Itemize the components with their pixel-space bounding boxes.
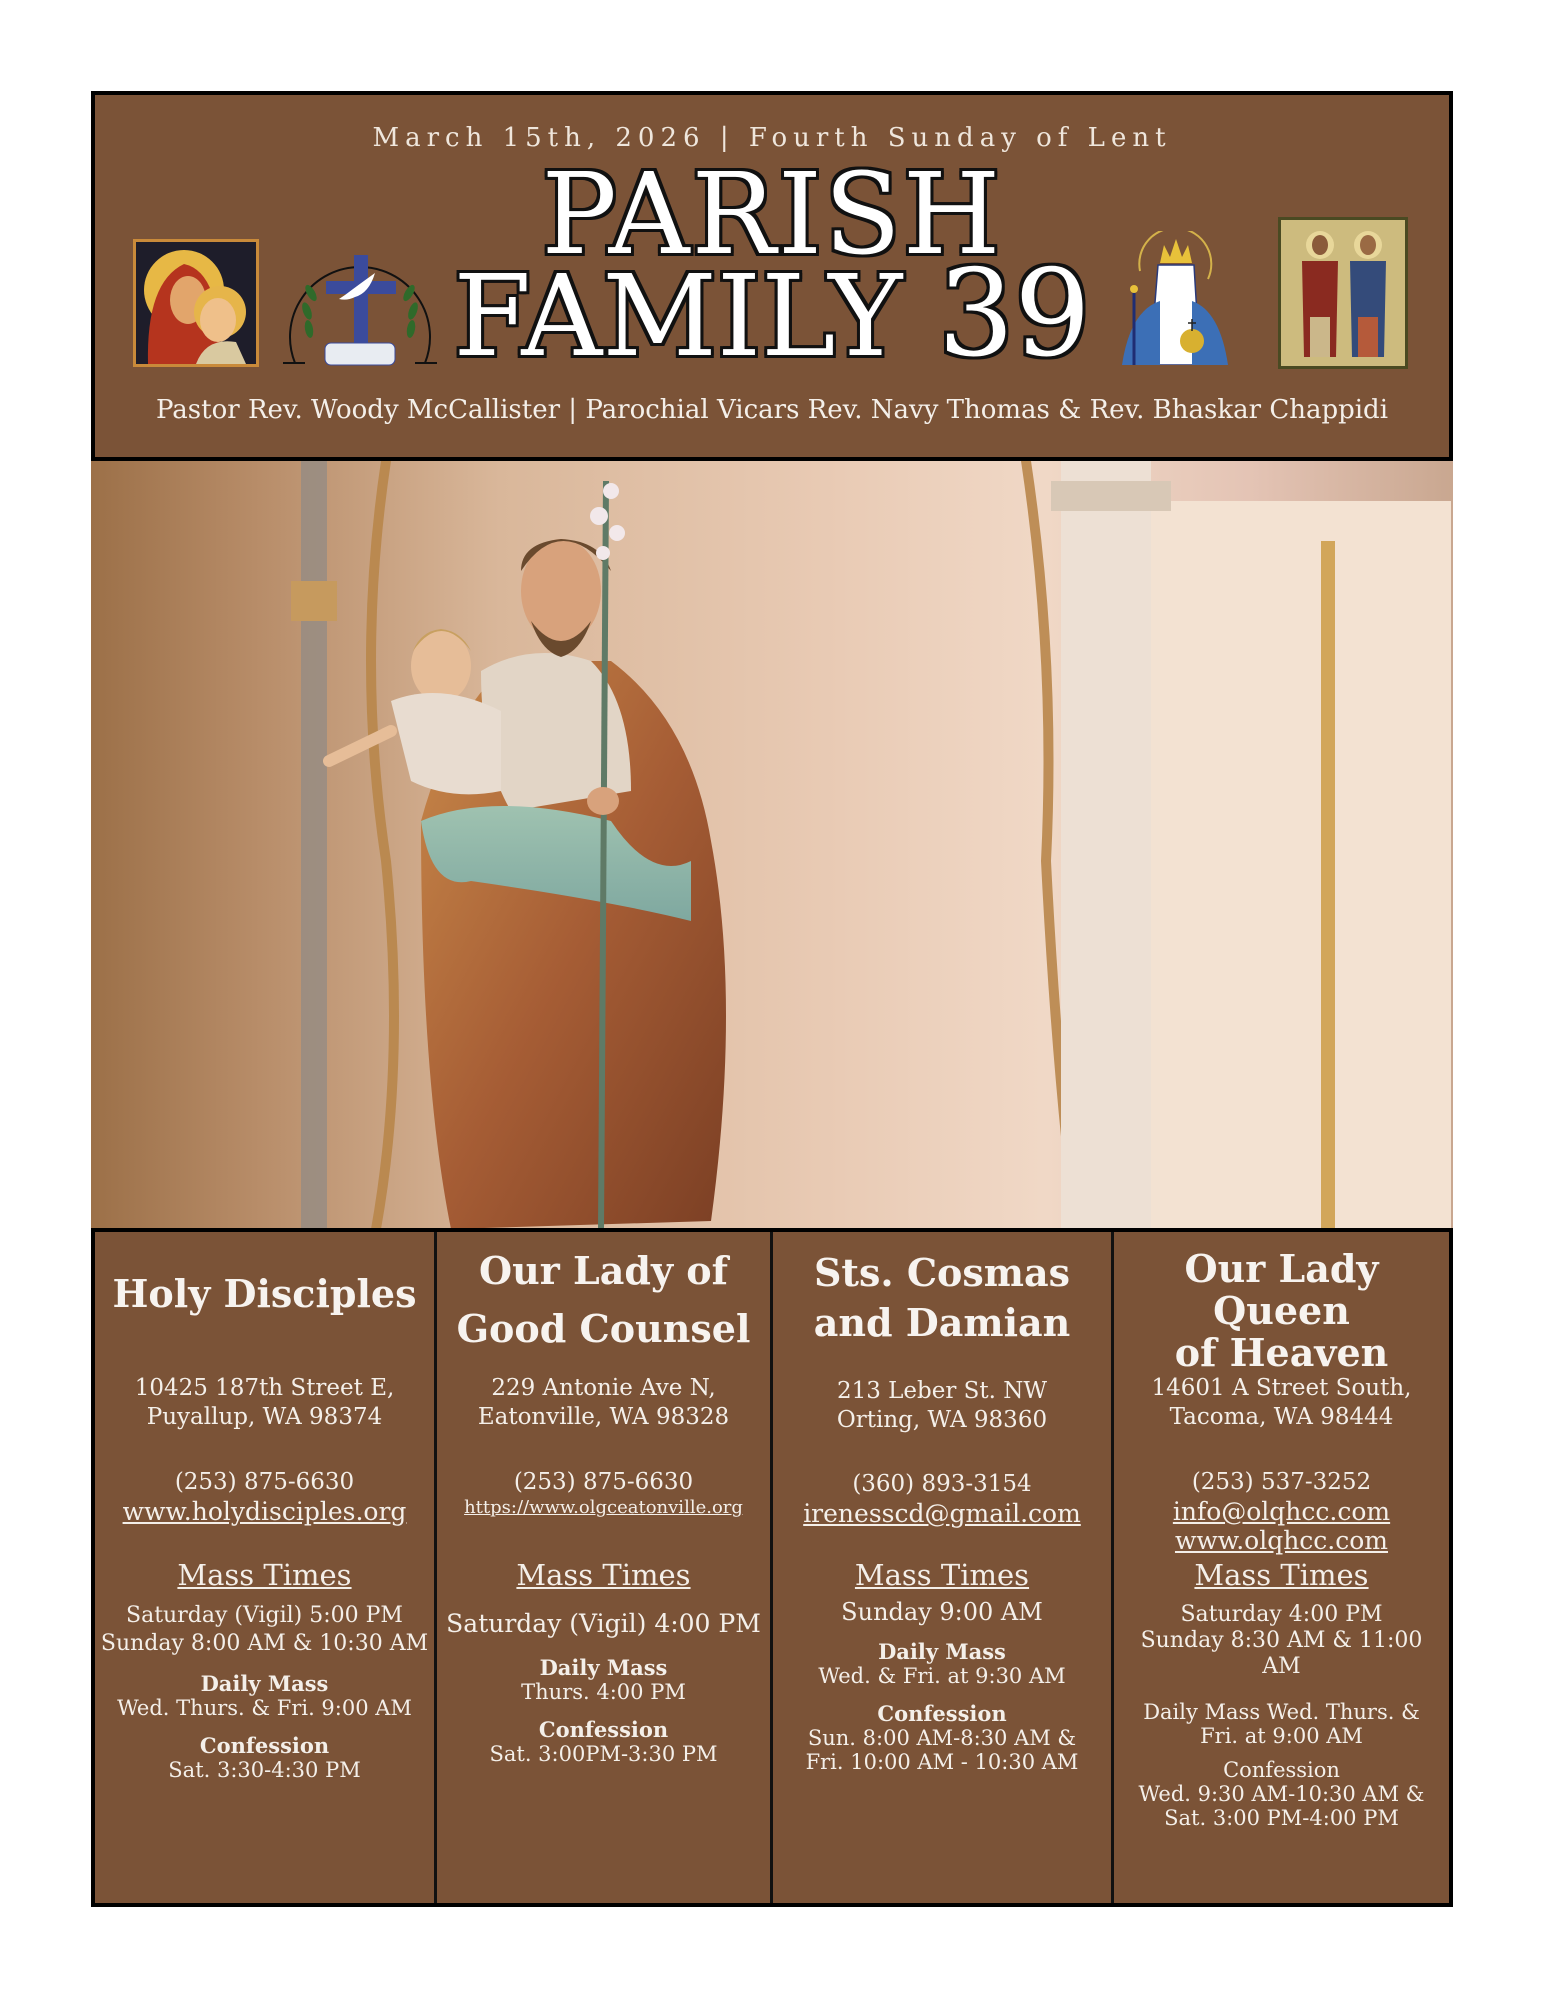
confession-time: Sat. 3:00 PM-4:00 PM [1164, 1806, 1399, 1830]
confession-heading: Confession [199, 1733, 330, 1758]
email-link[interactable]: irenesscd@gmail.com [803, 1499, 1081, 1528]
email-link[interactable]: info@olqhcc.com [1172, 1497, 1391, 1526]
schedule [95, 1602, 434, 1782]
parish-card-holy-disciples [95, 1232, 437, 1903]
bulletin-title [95, 150, 1449, 384]
confession-time: Sat. 3:30-4:30 PM [168, 1758, 361, 1782]
issue-number: 39 [937, 245, 1091, 384]
parish-name-line-1: Our Lady Queen [1184, 1246, 1379, 1333]
clergy-line: Pastor Rev. Woody McCallister | Parochial Vicars Rev. Navy Thomas & Rev. Bhaskar Chappidi [155, 395, 1389, 425]
website-link[interactable]: www.holydisciples.org [122, 1497, 407, 1526]
mass-time: Sunday 8:30 AM & 11:00 [1140, 1628, 1423, 1653]
daily-mass-time: Wed. Thurs. & Fri. 9:00 AM [117, 1696, 412, 1720]
mass-time: Sunday 9:00 AM [841, 1598, 1043, 1626]
address-line-2: Puyallup, WA 98374 [146, 1404, 383, 1430]
daily-mass-time: Fri. at 9:00 AM [1200, 1724, 1363, 1748]
address-line-2: Tacoma, WA 98444 [1169, 1404, 1394, 1430]
title-line-2 [95, 245, 1449, 384]
parish-name [773, 1248, 1111, 1348]
address-line-2: Orting, WA 98360 [836, 1407, 1048, 1433]
daily-mass-time: Wed. & Fri. at 9:30 AM [818, 1664, 1066, 1688]
confession-time: Sun. 8:00 AM-8:30 AM & [807, 1726, 1077, 1750]
confession-heading: Confession [538, 1717, 669, 1742]
daily-mass-time: Thurs. 4:00 PM [521, 1680, 686, 1704]
mass-times-heading: Mass Times [854, 1558, 1030, 1592]
title-line-1: PARISH [541, 150, 1003, 280]
parish-address [773, 1377, 1111, 1435]
parish-name-line-1: Sts. Cosmas [813, 1250, 1071, 1295]
parish-name [437, 1242, 770, 1358]
parish-contact [1114, 1468, 1449, 1555]
schedule [1114, 1602, 1449, 1830]
confession-heading: Confession [877, 1701, 1007, 1726]
mass-times-heading: Mass Times [1194, 1558, 1369, 1592]
website-link[interactable]: www.olqhcc.com [1174, 1526, 1389, 1555]
phone-number: (253) 537-3252 [1191, 1469, 1372, 1495]
title-word-family: FAMILY [453, 252, 903, 382]
address-line-1: 213 Leber St. NW [836, 1378, 1048, 1404]
parish-contact [773, 1470, 1111, 1528]
parish-card-our-lady-good-counsel [437, 1232, 773, 1903]
website-link[interactable]: https://www.olgceatonville.org [464, 1497, 743, 1518]
parish-name [1114, 1248, 1449, 1374]
phone-number: (253) 875-6630 [174, 1469, 355, 1495]
parish-address [95, 1374, 434, 1432]
parish-name-line-2: of Heaven [1174, 1330, 1389, 1375]
parish-name: Holy Disciples [112, 1271, 417, 1316]
parish-card-our-lady-queen-heaven [1114, 1232, 1449, 1903]
confession-time: Fri. 10:00 AM - 10:30 AM [805, 1750, 1079, 1774]
parish-name-line-2: Good Counsel [456, 1306, 751, 1351]
daily-mass-heading: Daily Mass [878, 1639, 1006, 1664]
phone-number: (360) 893-3154 [852, 1471, 1032, 1497]
confession-time: Wed. 9:30 AM-10:30 AM & [1138, 1782, 1425, 1806]
mass-time: Saturday (Vigil) 5:00 PM [126, 1603, 403, 1628]
our-lady-queen-logo-icon [1120, 231, 1230, 365]
parish-name-line-1: Our Lady of [479, 1248, 728, 1293]
mass-time: Sunday 8:00 AM & 10:30 AM [100, 1631, 429, 1656]
daily-mass-heading: Daily Mass [539, 1655, 668, 1680]
dateline: March 15th, 2026 | Fourth Sunday of Lent [372, 123, 1172, 153]
address-line-1: 14601 A Street South, [1151, 1375, 1412, 1401]
daily-mass-heading: Daily Mass [200, 1671, 329, 1696]
address-line-1: 10425 187th Street E, [134, 1375, 395, 1401]
parish-card-sts-cosmas-damian [773, 1232, 1114, 1903]
parish-contact [437, 1468, 770, 1519]
parish-address [437, 1374, 770, 1432]
mass-time: Saturday (Vigil) 4:00 PM [446, 1609, 761, 1638]
parish-contact [95, 1468, 434, 1526]
schedule [437, 1610, 770, 1766]
mass-time: Saturday 4:00 PM [1180, 1602, 1383, 1627]
parish-name-line-2: and Damian [813, 1300, 1071, 1345]
mass-time: AM [1262, 1654, 1301, 1679]
schedule [773, 1598, 1111, 1774]
mass-times-heading: Mass Times [516, 1558, 691, 1592]
confession-time: Sat. 3:00PM-3:30 PM [489, 1742, 718, 1766]
st-joseph-statue-photo [91, 461, 1453, 1229]
parish-address [1114, 1374, 1449, 1432]
parish-directory [91, 1228, 1453, 1907]
address-line-2: Eatonville, WA 98328 [477, 1404, 730, 1430]
confession-heading: Confession [1223, 1758, 1340, 1782]
mass-times-heading: Mass Times [177, 1558, 352, 1592]
daily-mass-time: Daily Mass Wed. Thurs. & [1143, 1700, 1420, 1724]
address-line-1: 229 Antonie Ave N, [491, 1375, 716, 1401]
phone-number: (253) 875-6630 [513, 1469, 694, 1495]
bulletin-header [91, 91, 1453, 461]
sts-cosmas-damian-icon [1278, 217, 1408, 369]
